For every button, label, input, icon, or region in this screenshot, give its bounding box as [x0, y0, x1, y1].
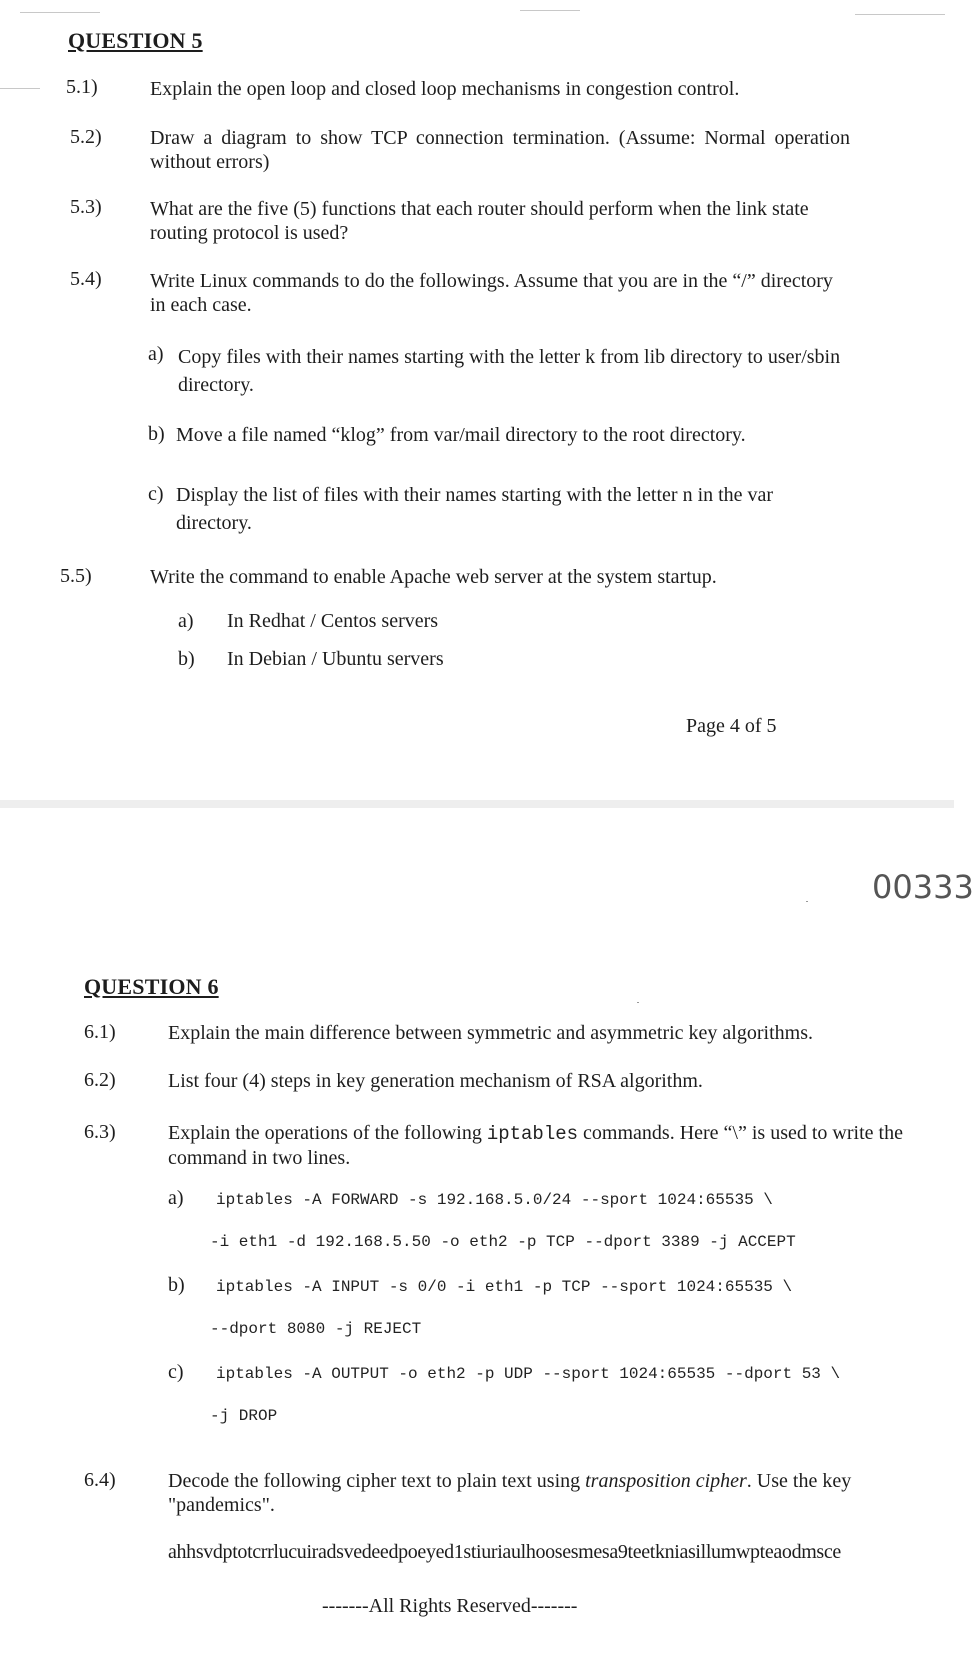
- question-5-2-text: Draw a diagram to show TCP connection termination. (Assume: Normal operation without errors): [150, 127, 850, 173]
- question-5-title: QUESTION 5: [68, 28, 203, 53]
- question-5-5-b-text: In Debian / Ubuntu servers: [227, 648, 444, 670]
- question-6-title: QUESTION 6: [84, 974, 219, 999]
- footer-rights: -------All Rights Reserved-------: [322, 1595, 578, 1617]
- question-6-4-text-start: Decode the following cipher text to plain text using: [168, 1470, 586, 1492]
- question-6-2-text: List four (4) steps in key generation mechanism of RSA algorithm.: [168, 1070, 703, 1092]
- question-5-3-number: 5.3): [70, 196, 102, 218]
- scan-noise: [637, 1002, 639, 1003]
- question-5-4-a-text: Copy files with their names starting with the letter k from lib directory to user/sbin directory.: [178, 346, 841, 396]
- page-number: Page 4 of 5: [686, 715, 777, 737]
- iptables-b-line-1: iptables -A INPUT -s 0/0 -i eth1 -p TCP --sport 1024:65535 \: [216, 1278, 793, 1296]
- iptables-c-line-2: -j DROP: [210, 1407, 278, 1425]
- scan-noise: [0, 88, 40, 89]
- question-6-3-number: 6.3): [84, 1121, 116, 1143]
- scan-noise: [20, 12, 100, 13]
- question-5-4-b-label: b): [148, 423, 165, 445]
- exam-page-4: [0, 0, 954, 800]
- question-6-4-emphasis: transposition cipher: [585, 1470, 747, 1492]
- question-5-4-text: Write Linux commands to do the followings. Assume that you are in the “/” directory in each case.: [150, 270, 833, 316]
- question-6-4-text: [168, 1469, 928, 1517]
- page-separator: [0, 800, 954, 808]
- iptables-c-label: c): [168, 1361, 184, 1383]
- iptables-b-label: b): [168, 1274, 185, 1296]
- question-5-5-a-label: a): [178, 610, 194, 632]
- question-6-2-number: 6.2): [84, 1069, 116, 1091]
- iptables-a-line-1: iptables -A FORWARD -s 192.168.5.0/24 --sport 1024:65535 \: [216, 1191, 773, 1209]
- question-5-4-c-text: Display the list of files with their names starting with the letter n in the var directory.: [176, 484, 774, 534]
- iptables-a-line-2: -i eth1 -d 192.168.5.50 -o eth2 -p TCP --dport 3389 -j ACCEPT: [210, 1233, 796, 1251]
- question-6-3-text-end: commands. Here “\” is used to write the command in two lines.: [168, 1122, 903, 1169]
- question-5-4-b-text: Move a file named “klog” from var/mail directory to the root directory.: [176, 424, 746, 446]
- document-stamp-number: 00333: [872, 868, 974, 906]
- scan-noise: [520, 10, 580, 11]
- question-5-3-text: What are the five (5) functions that each router should perform when the link state routing protocol is used?: [150, 198, 809, 244]
- iptables-keyword: iptables: [486, 1123, 579, 1145]
- question-5-1-text: Explain the open loop and closed loop mechanisms in congestion control.: [150, 78, 740, 100]
- question-6-1-number: 6.1): [84, 1021, 116, 1043]
- iptables-a-label: a): [168, 1187, 184, 1209]
- scan-noise: [806, 901, 808, 902]
- question-5-4-c-label: c): [148, 483, 164, 505]
- question-5-1-number: 5.1): [66, 76, 98, 98]
- question-6-3-text-start: Explain the operations of the following: [168, 1122, 487, 1144]
- iptables-c-line-1: iptables -A OUTPUT -o eth2 -p UDP --sport 1024:65535 --dport 53 \: [216, 1365, 841, 1383]
- question-5-5-b-label: b): [178, 648, 195, 670]
- question-5-2-number: 5.2): [70, 126, 102, 148]
- question-5-5-a-text: In Redhat / Centos servers: [227, 610, 439, 632]
- question-5-5-text: Write the command to enable Apache web server at the system startup.: [150, 566, 717, 588]
- iptables-b-line-2: --dport 8080 -j REJECT: [210, 1320, 422, 1338]
- exam-page-5: [0, 808, 974, 1657]
- question-5-4-a-label: a): [148, 343, 164, 365]
- question-6-1-text: Explain the main difference between symmetric and asymmetric key algorithms.: [168, 1022, 813, 1044]
- question-5-5-number: 5.5): [60, 565, 92, 587]
- question-6-4-number: 6.4): [84, 1469, 116, 1491]
- question-6-3-text: [168, 1121, 928, 1170]
- question-5-4-number: 5.4): [70, 268, 102, 290]
- cipher-text: ahhsvdptotcrrlucuiradsvedeedpoeyed1stiuriaulhoosesmesa9teetkniasillumwpteaodmsce: [168, 1541, 841, 1563]
- scan-noise: [855, 14, 945, 15]
- question-6-4-text-end: . Use the key "pandemics".: [168, 1470, 852, 1516]
